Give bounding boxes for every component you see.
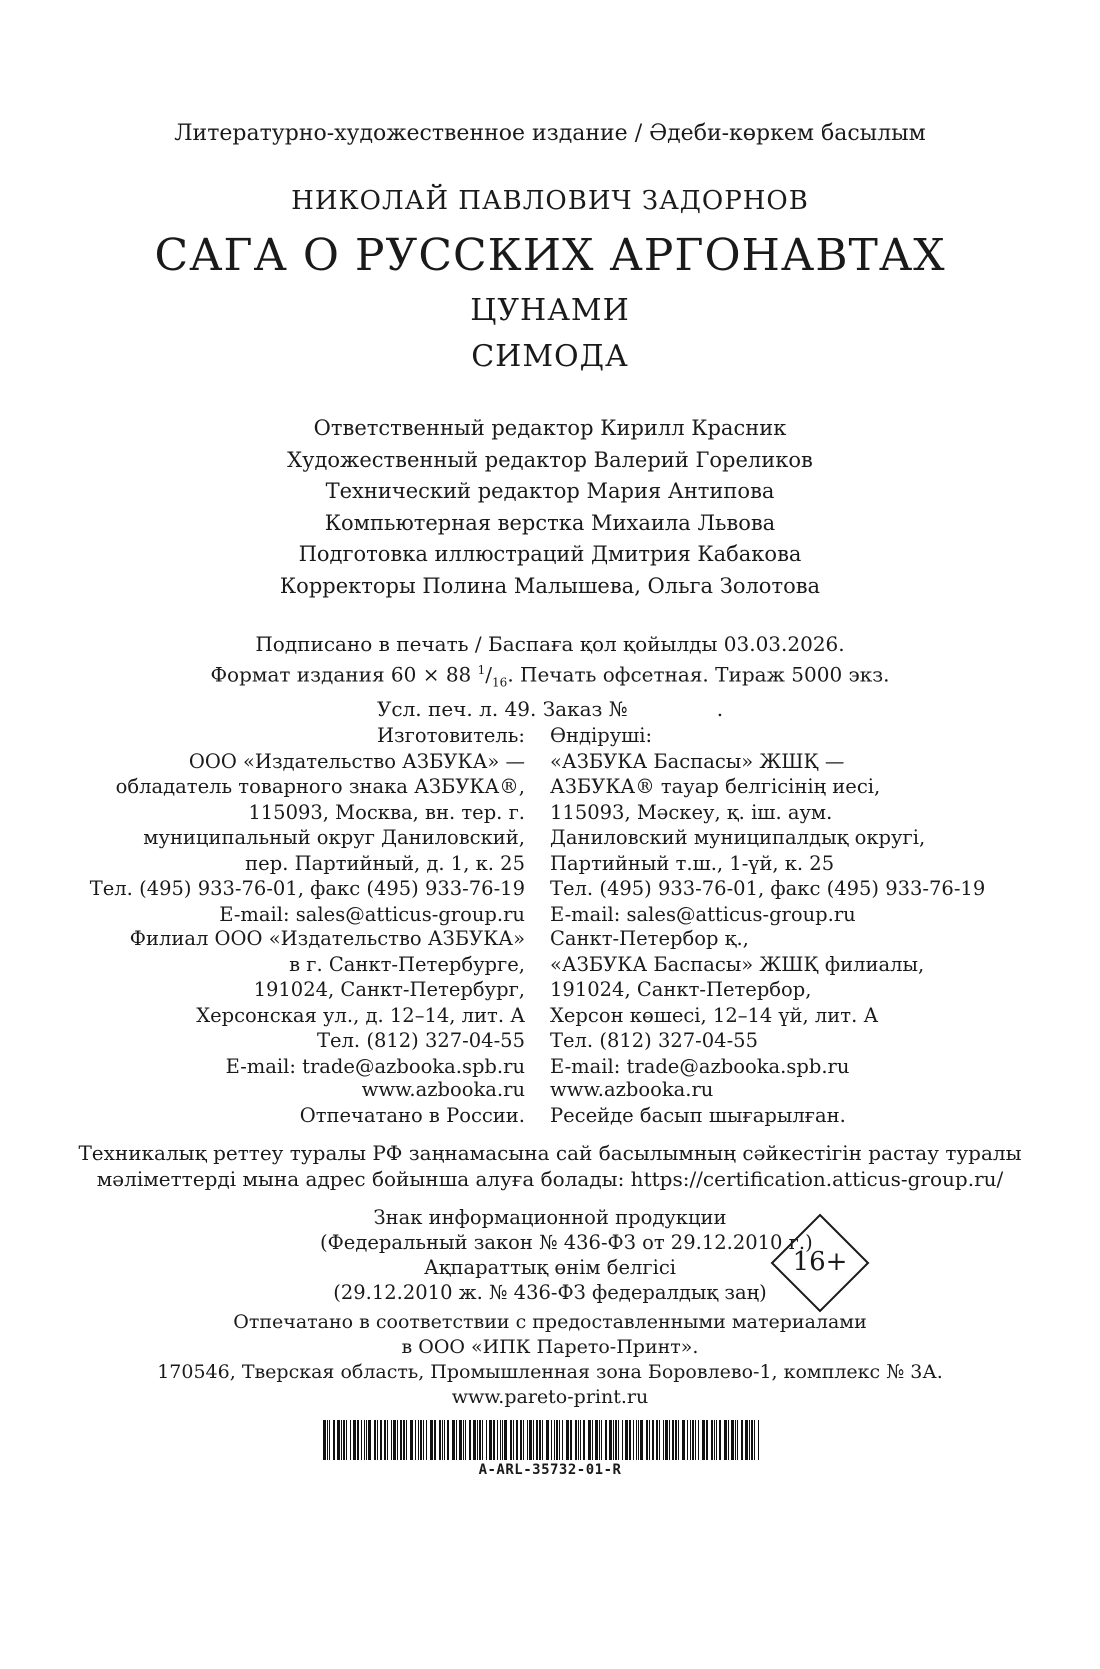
certification-line: Техникалық реттеу туралы РФ заңнамасына сай басылымның сәйкестігін растау туралы (78, 1141, 1022, 1165)
barcode-bar (473, 1420, 476, 1460)
barcode-bar (615, 1420, 617, 1460)
barcode-bar (551, 1420, 552, 1460)
format-line: Формат издания 60 × 88 $^1/_{16}$. Печать офсетная. Тираж 5000 экз. (210, 662, 890, 690)
barcode-bar (638, 1420, 639, 1460)
barcode-bar (716, 1420, 717, 1460)
barcode-bar (380, 1420, 382, 1460)
credit-line: Подготовка иллюстраций Дмитрия Кабакова (298, 542, 802, 566)
barcode-bar (724, 1420, 727, 1460)
barcode-bar (504, 1420, 507, 1460)
barcode-bar (687, 1420, 688, 1460)
barcode-bar (346, 1420, 347, 1460)
barcode-bar (323, 1420, 326, 1460)
barcode-bar (502, 1420, 503, 1460)
barcode-bar (749, 1420, 750, 1460)
branch-kz-line: Херсон көшесі, 12–14 үй, лит. А (550, 1003, 879, 1027)
barcode-bar (575, 1420, 577, 1460)
barcode-bar (430, 1420, 433, 1460)
barcode-bar (397, 1420, 398, 1460)
barcode-bar (439, 1420, 441, 1460)
barcode-bar (361, 1420, 362, 1460)
barcode-bar (698, 1420, 699, 1460)
branch-ru-line: Филиал ООО «Издательство АЗБУКА» (129, 927, 525, 950)
printed-by (0, 1310, 1100, 1410)
branch-ru-line: E-mail: trade@azbooka.spb.ru (225, 1054, 525, 1078)
barcode-bar (640, 1420, 643, 1460)
credit-line: Технический редактор Мария Антипова (325, 479, 775, 503)
barcode-bar (536, 1420, 538, 1460)
barcode-bar (595, 1420, 598, 1460)
barcode-bar (554, 1420, 555, 1460)
sheets-order: Усл. печ. л. 49. Заказ № . (376, 696, 724, 721)
format-denominator: 16 (492, 675, 508, 690)
manufacturer-ru-line: Тел. (495) 933-76-01, факс (495) 933-76-19 (89, 877, 525, 900)
format-prefix: Формат издания 60 × 88 (210, 662, 478, 687)
manufacturer-kz-line: Даниловский муниципалдық округі, (550, 826, 926, 849)
barcode-bar (751, 1420, 753, 1460)
book-title: САГА О РУССКИХ АРГОНАВТАХ (154, 230, 946, 281)
barcode-bar (702, 1420, 705, 1460)
barcode-bar (469, 1420, 471, 1460)
barcode-bar (711, 1420, 713, 1460)
branch-ru (130, 926, 525, 1079)
barcode-bar (566, 1420, 569, 1460)
barcode-bar (410, 1420, 413, 1460)
barcode-bar (368, 1420, 371, 1460)
branch-ru-line: Херсонская ул., д. 12–14, лит. А (196, 1003, 525, 1027)
manufacturer-ru-line: обладатель товарного знака АЗБУКА®, (115, 775, 525, 798)
barcode-bar (656, 1420, 658, 1460)
barcode-bar (510, 1420, 512, 1460)
branch-kz-line: Тел. (812) 327-04-55 (550, 1029, 758, 1052)
barcode-bar (601, 1420, 602, 1460)
branch-ru-line: 191024, Санкт-Петербург, (253, 978, 525, 1001)
web-ru (300, 1077, 525, 1128)
barcode-bar (452, 1420, 455, 1460)
barcode-bar (341, 1420, 342, 1460)
barcode-bar (663, 1420, 664, 1460)
barcode-bar (735, 1420, 736, 1460)
manufacturer-kz-line: 115093, Мәскеу, қ. іш. аум. (550, 800, 833, 824)
barcode-bar (562, 1420, 563, 1460)
branch-ru-line: Тел. (812) 327-04-55 (317, 1029, 525, 1052)
barcode-bar (633, 1420, 634, 1460)
barcode-bar (415, 1420, 416, 1460)
barcode-bar (444, 1420, 445, 1460)
branch-kz-line: Санкт-Петербор қ., (550, 927, 749, 950)
barcode-bar (493, 1420, 495, 1460)
manufacturer-ru-line: пер. Партийный, д. 1, к. 25 (245, 851, 525, 875)
barcode-bar (622, 1420, 623, 1460)
subtitle-2: СИМОДА (471, 339, 629, 374)
barcode-bar (754, 1420, 755, 1460)
manufacturer-ru-line: E-mail: sales@atticus-group.ru (219, 902, 525, 926)
signed-date: Подписано в печать / Баспаға қол қойылды 03.03.2026. (255, 632, 845, 656)
barcode-bar (690, 1420, 691, 1460)
barcode-bar (556, 1420, 558, 1460)
printed-by-line: в ООО «ИПК Парето-Принт». (401, 1336, 699, 1358)
barcode-bar (400, 1420, 402, 1460)
barcode-bar (350, 1420, 351, 1460)
barcode-bar (465, 1420, 466, 1460)
barcode-bar (426, 1420, 427, 1460)
web-kz (550, 1077, 846, 1128)
barcode-bar (583, 1420, 585, 1460)
info-sign-line: Ақпараттық өнім белгісі (423, 1256, 677, 1279)
barcode-bar (745, 1420, 748, 1460)
barcode-bar (652, 1420, 654, 1460)
barcode-bar (353, 1420, 356, 1460)
info-sign-line: (29.12.2010 ж. № 436-ФЗ федералдық заң) (333, 1281, 767, 1304)
barcode-bar (546, 1420, 549, 1460)
barcode-bar (741, 1420, 743, 1460)
format-suffix: . Печать офсетная. Тираж 5000 экз. (507, 662, 890, 687)
barcode-bar (695, 1420, 696, 1460)
barcode-bar (329, 1420, 330, 1460)
age-rating-label: 16+ (792, 1247, 848, 1277)
branch-kz (550, 926, 924, 1079)
barcode-bar (599, 1420, 600, 1460)
barcode-bar (728, 1420, 729, 1460)
manufacturer-ru-line: Изготовитель: (376, 724, 525, 747)
barcode-bar (672, 1420, 674, 1460)
barcode-bar (343, 1420, 345, 1460)
subtitle-1: ЦУНАМИ (470, 293, 630, 328)
barcode-bar (649, 1420, 650, 1460)
manufacturer-kz-line: Тел. (495) 933-76-01, факс (495) 933-76-19 (550, 877, 986, 900)
barcode-bar (513, 1420, 514, 1460)
credit-line: Художественный редактор Валерий Гореликов (287, 447, 813, 472)
edition-type: Литературно-художественное издание / Әдеби-көркем басылым (174, 121, 926, 146)
author-name: НИКОЛАЙ ПАВЛОВИЧ ЗАДОРНОВ (291, 186, 809, 216)
barcode-bar (542, 1420, 543, 1460)
printer-website[interactable]: www.pareto-print.ru (451, 1386, 649, 1408)
barcode-bar (758, 1420, 759, 1460)
branch-kz-line: 191024, Санкт-Петербор, (550, 978, 812, 1001)
barcode-bar (327, 1420, 328, 1460)
barcode-bar (423, 1420, 424, 1460)
barcode-bar (387, 1420, 388, 1460)
branch-kz-line: «АЗБУКА Баспасы» ЖШҚ филиалы, (550, 952, 925, 976)
manufacturer-ru (90, 723, 525, 927)
barcode-bar (459, 1420, 462, 1460)
barcode-bar (364, 1420, 365, 1460)
branch-ru-line: в г. Санкт-Петербурге, (289, 952, 525, 976)
manufacturer-kz-line: E-mail: sales@atticus-group.ru (550, 902, 856, 926)
barcode-bar (418, 1420, 419, 1460)
credit-line: Компьютерная верстка Михаила Львова (324, 510, 776, 535)
barcode-bar (588, 1420, 591, 1460)
barcode-bar (592, 1420, 593, 1460)
barcode-code: A-ARL-35732-01-R (478, 1462, 622, 1478)
barcode-bar (675, 1420, 677, 1460)
manufacturer-kz-line: Өндіруші: (550, 724, 653, 747)
barcode-bar (374, 1420, 376, 1460)
barcode-bar (692, 1420, 694, 1460)
manufacturer-kz (550, 723, 985, 927)
barcode-bar (482, 1420, 483, 1460)
barcode-bar (613, 1420, 614, 1460)
manufacturer-kz-line: АЗБУКА® тауар белгісінің иесі, (550, 775, 881, 798)
editorial-credits (0, 413, 1100, 602)
printed-in-russia: Отпечатано в России. (299, 1103, 525, 1127)
certification-note (0, 1140, 1100, 1192)
manufacturer-ru-line: муниципальный округ Даниловский, (143, 826, 525, 849)
credit-line: Ответственный редактор Кирилл Красник (313, 416, 787, 440)
barcode-bar (357, 1420, 359, 1460)
age-rating-badge (770, 1213, 870, 1313)
barcode-bar (578, 1420, 579, 1460)
barcode-bar (520, 1420, 522, 1460)
barcode-bar (366, 1420, 367, 1460)
barcode-bar (486, 1420, 487, 1460)
barcode-bar (539, 1420, 541, 1460)
info-sign-line: Знак информационной продукции (373, 1206, 727, 1229)
barcode-bar (403, 1420, 405, 1460)
branch-kz-line: E-mail: trade@azbooka.spb.ru (550, 1054, 850, 1078)
barcode-bar (529, 1420, 532, 1460)
print-info (0, 631, 1100, 722)
printed-by-line: Отпечатано в соответствии с предоставленными материалами (233, 1311, 867, 1333)
barcode-bar (669, 1420, 670, 1460)
barcode-bar (420, 1420, 422, 1460)
barcode-bar (533, 1420, 534, 1460)
barcode (323, 1420, 763, 1460)
certification-line: мәліметтерді мына адрес бойынша алуға болады: https://certification.atticus-group.ru/ (96, 1167, 1004, 1191)
barcode-bar (678, 1420, 679, 1460)
barcode-bar (706, 1420, 708, 1460)
barcode-bar (580, 1420, 581, 1460)
barcode-bar (659, 1420, 660, 1460)
printed-by-line: 170546, Тверская область, Промышленная зона Боровлево-1, комплекс № 3А. (157, 1361, 943, 1383)
manufacturer-kz-line: «АЗБУКА Баспасы» ЖШҚ — (550, 749, 845, 773)
barcode-bar (646, 1420, 648, 1460)
barcode-bar (489, 1420, 492, 1460)
info-product-sign (320, 1205, 813, 1305)
barcode-bar (477, 1420, 478, 1460)
barcode-bar (731, 1420, 734, 1460)
barcode-bar (479, 1420, 481, 1460)
barcode-bar (618, 1420, 619, 1460)
barcode-bar (714, 1420, 715, 1460)
barcode-bar (516, 1420, 518, 1460)
barcode-bar (625, 1420, 628, 1460)
manufacturer-ru-line: 115093, Москва, вн. тер. г. (248, 800, 525, 824)
website-link[interactable]: www.azbooka.ru (361, 1078, 525, 1101)
barcode-bar (719, 1420, 721, 1460)
barcode-bar (333, 1420, 335, 1460)
barcode-bar (570, 1420, 572, 1460)
barcode-bar (737, 1420, 738, 1460)
barcode-bar (337, 1420, 340, 1460)
barcode-bar (523, 1420, 524, 1460)
barcode-bar (609, 1420, 612, 1460)
format-numerator: 1 (477, 663, 486, 677)
barcode-bar (527, 1420, 528, 1460)
barcode-bar (636, 1420, 637, 1460)
barcode-bar (384, 1420, 386, 1460)
barcode-bar (434, 1420, 436, 1460)
barcode-bar (377, 1420, 378, 1460)
manufacturer-kz-line: Партийный т.ш., 1-үй, к. 25 (550, 851, 835, 875)
barcode-bar (682, 1420, 685, 1460)
barcode-bar (391, 1420, 392, 1460)
manufacturer-ru-line: ООО «Издательство АЗБУКА» — (188, 749, 525, 773)
info-sign-line: (Федеральный закон № 436-ФЗ от 29.12.2010 г.) (320, 1231, 813, 1254)
barcode-bar (665, 1420, 668, 1460)
barcode-bar (605, 1420, 607, 1460)
barcode-bar (497, 1420, 498, 1460)
printed-in-russia-kz: Ресейде басып шығарылған. (550, 1103, 846, 1127)
barcode-bar (629, 1420, 631, 1460)
barcode-bar (559, 1420, 560, 1460)
barcode-bar (406, 1420, 407, 1460)
barcode-bar (393, 1420, 396, 1460)
credit-line: Корректоры Полина Малышева, Ольга Золотова (279, 573, 821, 598)
website-link[interactable]: www.azbooka.ru (550, 1078, 714, 1101)
barcode-bar (463, 1420, 464, 1460)
barcode-bar (442, 1420, 443, 1460)
barcode-bar (456, 1420, 457, 1460)
barcode-bar (447, 1420, 449, 1460)
barcode-bar (500, 1420, 501, 1460)
